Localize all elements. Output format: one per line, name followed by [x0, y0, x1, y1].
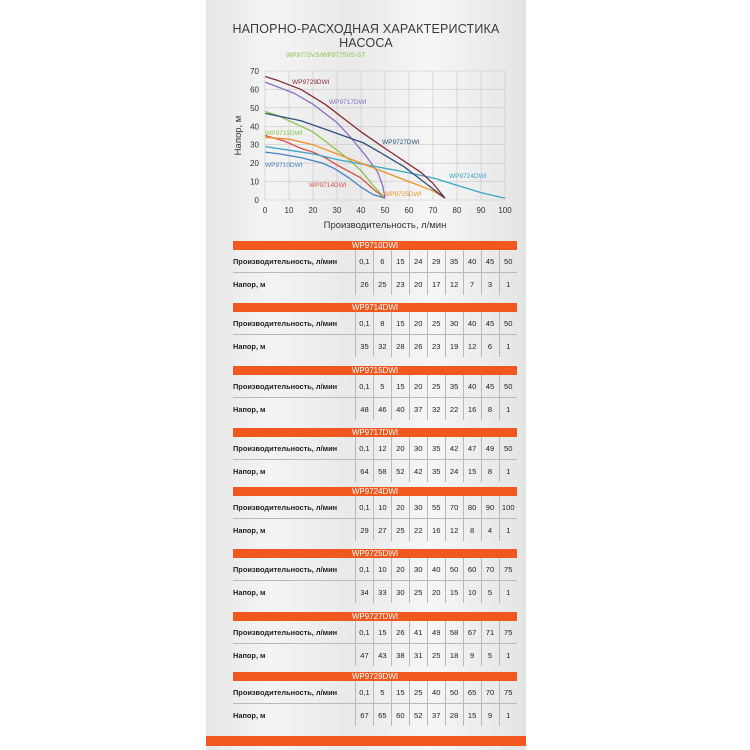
- table-cell: 35: [445, 250, 463, 273]
- table-cell: 32: [373, 335, 391, 358]
- table-cell: 22: [409, 519, 427, 542]
- table-cell: 25: [427, 312, 445, 335]
- table-cell: 26: [356, 273, 374, 296]
- table-cell: 46: [373, 398, 391, 421]
- spec-table-grid: [233, 250, 517, 295]
- table-row: [233, 704, 517, 727]
- table-cell: 70: [481, 558, 499, 581]
- table-cell: 33: [373, 581, 391, 604]
- spec-table-WP9714DWI: [233, 303, 517, 357]
- series-line-WP9710DWI: [265, 152, 385, 198]
- series-label-WP9724DWI: WP9724DWI: [449, 173, 487, 180]
- row-label: Производительность, л/мин: [233, 312, 356, 335]
- table-row: [233, 496, 517, 519]
- table-cell: 0,1: [356, 558, 374, 581]
- row-label: Производительность, л/мин: [233, 496, 356, 519]
- table-cell: 38: [391, 644, 409, 667]
- table-cell: 75: [499, 681, 517, 704]
- table-cell: 1: [499, 644, 517, 667]
- table-cell: 9: [481, 704, 499, 727]
- table-cell: 80: [463, 496, 481, 519]
- table-cell: 1: [499, 581, 517, 604]
- table-header: WP9715DWI: [233, 366, 517, 375]
- table-cell: 12: [463, 335, 481, 358]
- row-label: Напор, м: [233, 466, 266, 476]
- table-cell: 40: [463, 375, 481, 398]
- table-cell: 5: [481, 581, 499, 604]
- spec-table-WP9727DWI: [233, 612, 517, 666]
- table-cell: 15: [391, 375, 409, 398]
- table-cell: 6: [373, 250, 391, 273]
- table-cell: 42: [445, 437, 463, 460]
- table-cell: 1: [499, 704, 517, 727]
- table-cell: 26: [409, 335, 427, 358]
- x-tick-label: 90: [476, 206, 486, 215]
- table-cell: 15: [391, 681, 409, 704]
- table-row: [233, 273, 517, 296]
- x-tick-label: 40: [356, 206, 366, 215]
- x-tick-label: 0: [262, 206, 268, 215]
- table-cell: 24: [445, 460, 463, 483]
- table-cell: 1: [499, 460, 517, 483]
- chart-annotation: WP9775VS/WP9775VS-ST: [286, 52, 366, 59]
- table-header: WP9710DWI: [233, 241, 517, 250]
- table-row: [233, 558, 517, 581]
- table-cell: 0,1: [356, 681, 374, 704]
- table-cell: 65: [373, 704, 391, 727]
- table-cell: 19: [445, 335, 463, 358]
- table-cell: 35: [427, 437, 445, 460]
- table-cell: 100: [499, 496, 517, 519]
- table-cell: 8: [481, 398, 499, 421]
- table-header: WP9729DWI: [233, 672, 517, 681]
- x-tick-label: 10: [284, 206, 294, 215]
- table-cell: 35: [445, 375, 463, 398]
- table-cell: 8: [373, 312, 391, 335]
- table-cell: 6: [481, 335, 499, 358]
- head-flow-chart: [206, 40, 526, 240]
- table-cell: 47: [356, 644, 374, 667]
- row-label: Производительность, л/мин: [233, 437, 356, 460]
- series-label-WP9725DWI: WP9725DWI: [384, 191, 422, 198]
- bottom-accent-bar: [206, 736, 526, 746]
- table-cell: 12: [445, 273, 463, 296]
- x-tick-label: 100: [498, 206, 512, 215]
- series-label-WP9717DWI: WP9717DWI: [329, 99, 367, 106]
- table-cell: 45: [481, 312, 499, 335]
- x-tick-label: 70: [428, 206, 438, 215]
- y-tick-label: 30: [250, 140, 259, 150]
- table-row: [233, 398, 517, 421]
- table-cell: 23: [391, 273, 409, 296]
- table-cell: 25: [373, 273, 391, 296]
- row-label: Напор, м: [233, 525, 266, 535]
- table-cell: 60: [391, 704, 409, 727]
- series-label-WP9715DWI: WP9715DWI: [265, 130, 303, 137]
- table-cell: 12: [445, 519, 463, 542]
- table-cell: 12: [373, 437, 391, 460]
- table-cell: 90: [481, 496, 499, 519]
- table-row: [233, 335, 517, 358]
- table-cell: 7: [463, 273, 481, 296]
- table-cell: 32: [427, 398, 445, 421]
- table-cell: 30: [409, 558, 427, 581]
- table-cell: 20: [409, 375, 427, 398]
- table-cell: 25: [409, 681, 427, 704]
- row-label: Напор, м: [233, 710, 266, 720]
- table-cell: 1: [499, 519, 517, 542]
- table-cell: 16: [463, 398, 481, 421]
- table-cell: 0,1: [356, 250, 374, 273]
- spec-table-WP9717DWI: [233, 428, 517, 482]
- table-cell: 24: [409, 250, 427, 273]
- spec-table-grid: [233, 375, 517, 420]
- table-cell: 5: [373, 681, 391, 704]
- table-row: [233, 375, 517, 398]
- y-tick-label: 70: [250, 67, 259, 76]
- spec-table-grid: [233, 681, 517, 726]
- table-row: [233, 621, 517, 644]
- table-cell: 50: [445, 681, 463, 704]
- table-cell: 48: [356, 398, 374, 421]
- table-cell: 20: [391, 496, 409, 519]
- table-cell: 71: [481, 621, 499, 644]
- table-cell: 27: [373, 519, 391, 542]
- table-cell: 0,1: [356, 375, 374, 398]
- table-row: [233, 250, 517, 273]
- table-cell: 34: [356, 581, 374, 604]
- series-label-WP9729DWI: WP9729DWI: [292, 79, 330, 86]
- table-cell: 1: [499, 398, 517, 421]
- table-row: [233, 581, 517, 604]
- table-cell: 28: [391, 335, 409, 358]
- table-cell: 50: [499, 437, 517, 460]
- table-row: [233, 519, 517, 542]
- table-cell: 1: [499, 273, 517, 296]
- spec-table-WP9724DWI: [233, 487, 517, 541]
- table-cell: 43: [373, 644, 391, 667]
- table-cell: 8: [463, 519, 481, 542]
- table-cell: 25: [391, 519, 409, 542]
- x-tick-label: 30: [332, 206, 342, 215]
- table-cell: 18: [445, 644, 463, 667]
- table-cell: 20: [409, 312, 427, 335]
- table-header: WP9724DWI: [233, 487, 517, 496]
- table-header: WP9725DWI: [233, 549, 517, 558]
- table-cell: 55: [427, 496, 445, 519]
- x-tick-label: 50: [380, 206, 390, 215]
- table-cell: 20: [409, 273, 427, 296]
- table-cell: 28: [445, 704, 463, 727]
- page-title: НАПОРНО-РАСХОДНАЯ ХАРАКТЕРИСТИКА НАСОСА: [232, 22, 500, 50]
- table-cell: 25: [409, 581, 427, 604]
- table-cell: 25: [427, 375, 445, 398]
- table-cell: 15: [463, 704, 481, 727]
- table-cell: 9: [463, 644, 481, 667]
- table-cell: 23: [427, 335, 445, 358]
- series-label-WP9714DWI: WP9714DWI: [309, 182, 347, 189]
- table-cell: 16: [427, 519, 445, 542]
- table-cell: 40: [427, 558, 445, 581]
- spec-table-WP9710DWI: [233, 241, 517, 295]
- table-cell: 8: [481, 460, 499, 483]
- table-row: [233, 312, 517, 335]
- table-cell: 40: [391, 398, 409, 421]
- series-label-WP9727DWI: WP9727DWI: [382, 139, 420, 146]
- table-cell: 5: [373, 375, 391, 398]
- table-cell: 67: [463, 621, 481, 644]
- spec-table-WP9729DWI: [233, 672, 517, 726]
- row-label: Напор, м: [233, 279, 266, 289]
- row-label: Напор, м: [233, 650, 266, 660]
- table-cell: 37: [427, 704, 445, 727]
- table-cell: 22: [445, 398, 463, 421]
- spec-table-WP9715DWI: [233, 366, 517, 420]
- table-cell: 42: [409, 460, 427, 483]
- table-cell: 15: [445, 581, 463, 604]
- table-cell: 0,1: [356, 312, 374, 335]
- row-label: Производительность, л/мин: [233, 621, 356, 644]
- spec-table-grid: [233, 621, 517, 666]
- spec-table-grid: [233, 437, 517, 482]
- table-cell: 30: [409, 437, 427, 460]
- table-cell: 15: [463, 460, 481, 483]
- row-label: Напор, м: [233, 587, 266, 597]
- table-cell: 58: [445, 621, 463, 644]
- table-cell: 37: [409, 398, 427, 421]
- table-cell: 64: [356, 460, 374, 483]
- table-cell: 75: [499, 621, 517, 644]
- table-cell: 20: [391, 558, 409, 581]
- table-cell: 3: [481, 273, 499, 296]
- y-tick-label: 40: [250, 122, 259, 132]
- spec-table-grid: [233, 496, 517, 541]
- table-row: [233, 437, 517, 460]
- table-cell: 65: [463, 681, 481, 704]
- y-tick-label: 60: [250, 85, 259, 95]
- row-label: Производительность, л/мин: [233, 558, 356, 581]
- table-cell: 10: [373, 496, 391, 519]
- row-label: Производительность, л/мин: [233, 375, 356, 398]
- table-row: [233, 644, 517, 667]
- x-tick-label: 60: [404, 206, 414, 215]
- table-header: WP9727DWI: [233, 612, 517, 621]
- table-cell: 49: [481, 437, 499, 460]
- table-cell: 58: [373, 460, 391, 483]
- table-cell: 40: [463, 312, 481, 335]
- y-tick-label: 20: [250, 159, 259, 169]
- table-cell: 35: [427, 460, 445, 483]
- table-cell: 41: [409, 621, 427, 644]
- table-cell: 15: [373, 621, 391, 644]
- table-cell: 31: [409, 644, 427, 667]
- table-cell: 0,1: [356, 496, 374, 519]
- table-cell: 40: [463, 250, 481, 273]
- y-tick-label: 0: [254, 196, 259, 205]
- table-cell: 60: [463, 558, 481, 581]
- y-tick-label: 10: [250, 177, 259, 187]
- row-label: Напор, м: [233, 341, 266, 351]
- table-cell: 52: [391, 460, 409, 483]
- table-cell: 45: [481, 250, 499, 273]
- table-cell: 17: [427, 273, 445, 296]
- table-cell: 30: [391, 581, 409, 604]
- row-label: Напор, м: [233, 404, 266, 414]
- table-header: WP9717DWI: [233, 428, 517, 437]
- table-header: WP9714DWI: [233, 303, 517, 312]
- x-axis-label: Производительность, л/мин: [323, 220, 447, 231]
- y-axis-label: Напор, м: [233, 115, 244, 156]
- table-cell: 0,1: [356, 621, 374, 644]
- table-cell: 50: [499, 375, 517, 398]
- table-cell: 10: [463, 581, 481, 604]
- table-row: [233, 681, 517, 704]
- table-cell: 40: [427, 681, 445, 704]
- series-line-WP9729DWI: [265, 77, 445, 199]
- table-cell: 47: [463, 437, 481, 460]
- x-tick-label: 80: [452, 206, 462, 215]
- table-cell: 29: [427, 250, 445, 273]
- table-cell: 70: [445, 496, 463, 519]
- table-cell: 50: [499, 312, 517, 335]
- table-cell: 0,1: [356, 437, 374, 460]
- row-label: Производительность, л/мин: [233, 681, 356, 704]
- table-cell: 49: [427, 621, 445, 644]
- table-cell: 30: [409, 496, 427, 519]
- spec-table-grid: [233, 312, 517, 357]
- series-label-WP9710DWI: WP9710DWI: [265, 162, 303, 169]
- table-cell: 50: [445, 558, 463, 581]
- table-row: [233, 460, 517, 483]
- table-cell: 20: [427, 581, 445, 604]
- table-cell: 50: [499, 250, 517, 273]
- table-cell: 75: [499, 558, 517, 581]
- table-cell: 29: [356, 519, 374, 542]
- table-cell: 70: [481, 681, 499, 704]
- table-cell: 30: [445, 312, 463, 335]
- table-cell: 35: [356, 335, 374, 358]
- row-label: Производительность, л/мин: [233, 250, 356, 273]
- x-tick-label: 20: [308, 206, 318, 215]
- table-cell: 67: [356, 704, 374, 727]
- table-cell: 10: [373, 558, 391, 581]
- spec-table-WP9725DWI: [233, 549, 517, 603]
- table-cell: 1: [499, 335, 517, 358]
- y-tick-label: 50: [250, 103, 259, 113]
- table-cell: 45: [481, 375, 499, 398]
- table-cell: 4: [481, 519, 499, 542]
- table-cell: 15: [391, 312, 409, 335]
- table-cell: 20: [391, 437, 409, 460]
- table-cell: 25: [427, 644, 445, 667]
- table-cell: 15: [391, 250, 409, 273]
- table-cell: 26: [391, 621, 409, 644]
- table-cell: 5: [481, 644, 499, 667]
- table-cell: 52: [409, 704, 427, 727]
- spec-table-grid: [233, 558, 517, 603]
